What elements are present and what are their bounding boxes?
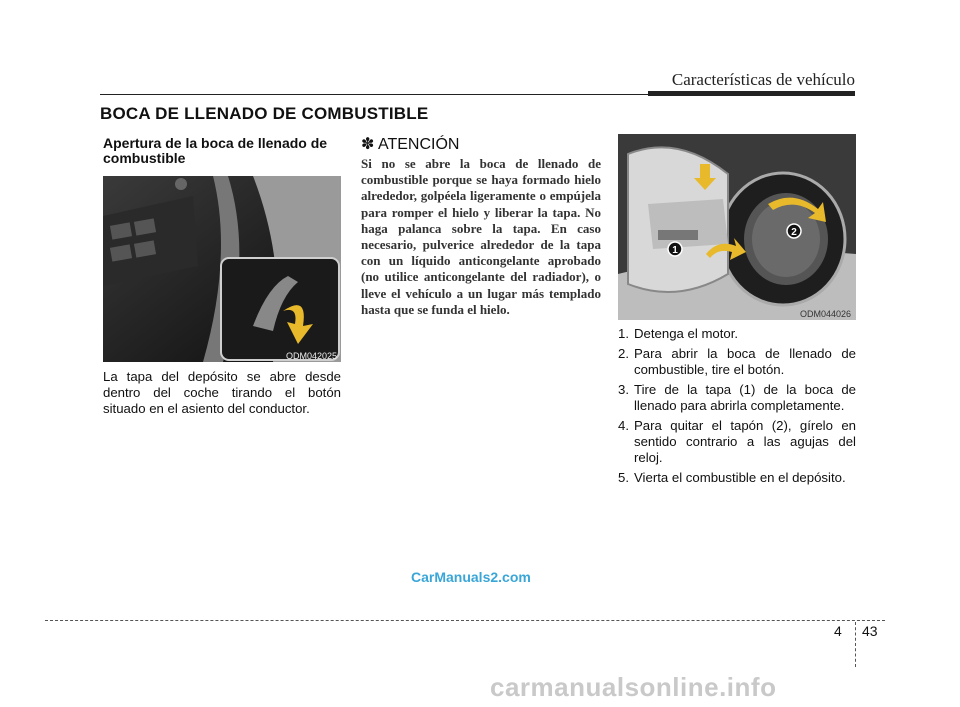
site-watermark: carmanualsonline.info (490, 672, 777, 702)
chapter-number: 4 (834, 623, 842, 639)
fuel-cap-photo (618, 134, 856, 320)
list-item: 4. Para quitar el tapón (2), gírelo en sentido contrario a las agujas del reloj. (618, 418, 856, 465)
door-release-illustration (103, 176, 341, 362)
subsection-heading: Apertura de la boca de llenado de combustible (103, 135, 328, 166)
attention-text: Si no se abre la boca de llenado de combustible porque se haya formado hielo alrededor, golpéela ligeramente o empújela para romper el hielo y liberar la tapa. No haga palanca sobre la tapa. En caso necesario, pulverice alrededor de la tapa con un líquido anticongelante aprobado (no utilice anticongelante del radiador), o lleve el vehículo a un lugar más templado hasta que se funda el hielo. (361, 156, 601, 317)
list-item: 2. Para abrir la boca de llenado de combustible, tire el botón. (618, 346, 856, 377)
page-divider (855, 622, 856, 667)
right-photo-code: ODM044026 (800, 309, 852, 319)
watermark-link[interactable]: CarManuals2.com (411, 569, 531, 585)
list-item: 5. Vierta el combustible en el depósito. (618, 470, 846, 485)
left-body-text: La tapa del depósito se abre desde dentro del coche tirando el botón situado en el asiento del conductor. (103, 369, 341, 416)
chapter-title: Características de vehículo (671, 70, 855, 89)
door-panel-photo (103, 176, 341, 362)
left-photo-code: ODM042025 (286, 351, 338, 361)
list-item: 1. Detenga el motor. (618, 326, 739, 341)
list-item: 3. Tire de la tapa (1) de la boca de llenado para abrirla completamente. (618, 382, 856, 413)
section-title: BOCA DE LLENADO DE COMBUSTIBLE (100, 104, 429, 123)
fuel-door-illustration (618, 134, 856, 320)
page-number: 43 (862, 623, 878, 639)
header-rule (100, 94, 855, 95)
attention-title: ✽ ATENCIÓN (361, 136, 460, 153)
steps-list (618, 326, 856, 490)
footer-divider (45, 620, 885, 621)
callout-1: 1 (672, 245, 678, 256)
callout-2: 2 (791, 227, 797, 238)
